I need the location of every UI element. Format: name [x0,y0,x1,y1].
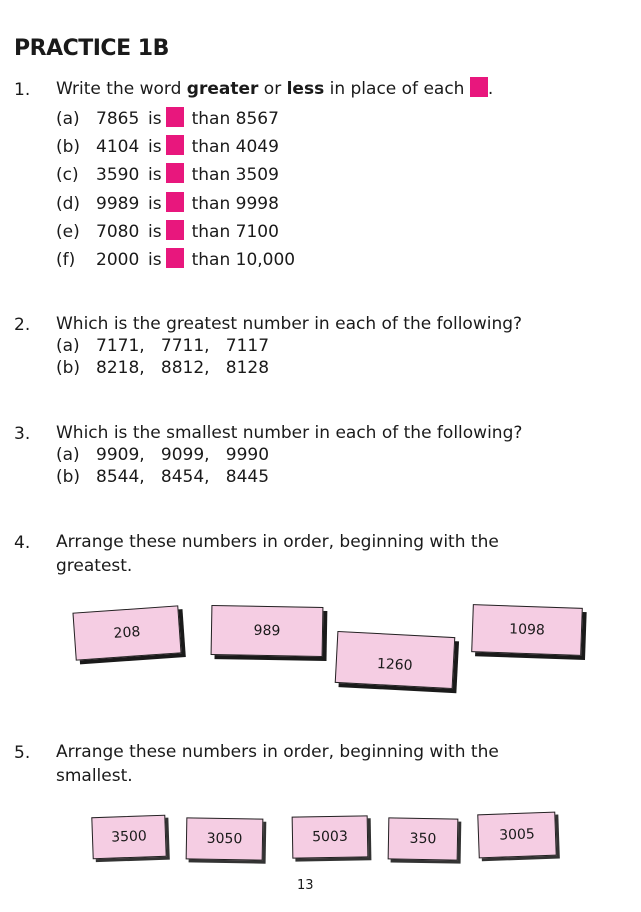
blank-square-icon [166,135,184,155]
question-5-text [56,740,499,788]
q1-text-or: or [258,79,287,99]
number-card [72,605,181,660]
item-label: (b) [56,137,81,157]
item-values: 9909, 9099, 9990 [96,445,270,465]
item-label: (a) [56,109,80,129]
blank-square-icon [166,220,184,240]
item-is: is [148,222,162,242]
item-label: (a) [56,445,80,465]
item-label: (d) [56,194,81,214]
number-card [292,815,369,858]
card-value: 3500 [110,828,148,846]
q1-item-b [56,135,279,157]
item-is: is [148,109,162,129]
q1-text-before: Write the word [56,79,187,99]
item-label: (e) [56,222,80,242]
number-card [211,605,324,657]
item-label: (a) [56,336,80,356]
q4-line-1: Arrange these numbers in order, beginning with the [56,532,499,552]
q1-period: . [487,79,494,99]
item-number: 9989 [96,194,140,214]
item-label: (f) [56,250,76,270]
number-card [477,812,556,859]
question-2-text: Which is the greatest number in each of the following? [56,314,523,334]
item-number: 4104 [96,137,140,157]
number-card [335,631,456,689]
item-label: (c) [56,165,79,185]
question-4-number: 4. [14,533,31,553]
q1-item-c [56,163,279,185]
item-comparison: than 9998 [191,194,279,214]
q1-word-less: less [286,79,325,99]
q4-line-2: greatest. [56,556,133,576]
item-comparison: than 10,000 [191,250,296,270]
item-label: (b) [56,467,81,487]
page-title: PRACTICE 1B [14,36,169,61]
blank-square-icon [166,192,184,212]
q5-line-1: Arrange these numbers in order, beginning with the [56,742,499,762]
card-value: 5003 [312,828,348,846]
question-4-text [56,530,499,578]
item-values: 7171, 7711, 7117 [96,336,270,356]
item-number: 2000 [96,250,140,270]
item-label: (b) [56,358,81,378]
item-is: is [148,250,162,270]
card-value: 1260 [376,656,413,674]
question-1-number: 1. [14,80,31,100]
q2-item-b [56,358,269,378]
q1-item-f [56,248,295,270]
item-comparison: than 3509 [191,165,279,185]
number-card [91,815,166,860]
q1-item-a [56,107,279,129]
question-2-number: 2. [14,315,31,335]
item-is: is [148,137,162,157]
q1-word-greater: greater [186,79,259,99]
item-is: is [148,194,162,214]
item-is: is [148,165,162,185]
card-value: 208 [113,624,141,642]
page-number: 13 [297,878,314,893]
q3-item-a [56,445,269,465]
blank-square-icon [470,77,488,97]
question-3-text: Which is the smallest number in each of the following? [56,423,523,443]
card-value: 350 [409,830,437,848]
blank-square-icon [166,248,184,268]
item-number: 3590 [96,165,140,185]
blank-square-icon [166,107,184,127]
item-comparison: than 8567 [191,109,279,129]
q1-item-d [56,192,279,214]
q3-item-b [56,467,269,487]
number-card [186,817,264,860]
question-1-text [56,77,493,101]
item-number: 7865 [96,109,140,129]
item-comparison: than 4049 [191,137,279,157]
q1-text-after: in place of each [324,79,470,99]
card-value: 1098 [508,621,546,639]
item-values: 8544, 8454, 8445 [96,467,270,487]
blank-square-icon [166,163,184,183]
card-value: 989 [253,622,281,640]
item-number: 7080 [96,222,140,242]
item-values: 8218, 8812, 8128 [96,358,270,378]
question-3-number: 3. [14,424,31,444]
item-comparison: than 7100 [191,222,279,242]
q2-item-a [56,336,269,356]
card-value: 3050 [206,830,243,848]
card-value: 3005 [498,826,536,844]
number-card [471,604,583,656]
q1-item-e [56,220,279,242]
question-5-number: 5. [14,743,31,763]
number-card [388,817,459,860]
q5-line-2: smallest. [56,766,133,786]
